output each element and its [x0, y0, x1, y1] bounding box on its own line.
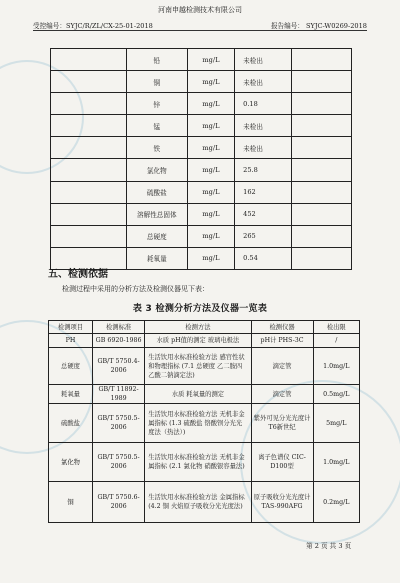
result-item: 硫酸盐 [126, 181, 187, 203]
blank-cell [292, 49, 352, 71]
result-unit: mg/L [187, 181, 234, 203]
method-limit: 1.0mg/L [313, 443, 359, 482]
method-row [49, 404, 360, 443]
method-item: 氯化物 [49, 443, 93, 482]
method-standard: GB/T 5750.6-2006 [93, 482, 145, 523]
result-unit: mg/L [187, 203, 234, 225]
blank-cell [292, 247, 352, 269]
result-row [51, 115, 352, 137]
blank-cell [51, 71, 127, 93]
result-unit: mg/L [187, 71, 234, 93]
method-description: 水质 耗氧量的测定 [145, 385, 251, 404]
blank-cell [51, 49, 127, 71]
result-unit: mg/L [187, 93, 234, 115]
result-item: 锌 [126, 93, 187, 115]
method-instrument: 滴定管 [251, 385, 313, 404]
result-unit: mg/L [187, 225, 234, 247]
result-value: 未检出 [235, 71, 292, 93]
result-item: 氯化物 [126, 159, 187, 181]
result-row [51, 137, 352, 159]
result-value: 162 [235, 181, 292, 203]
header-divider [33, 30, 367, 31]
result-row [51, 225, 352, 247]
result-row [51, 203, 352, 225]
header-cell: 检测仪器 [251, 321, 313, 334]
method-description: 生活饮用水标准检验方法 感官性状和物理指标 (7.1 总硬度 乙二胺四乙酸二钠滴定法) [145, 348, 251, 385]
result-row [51, 181, 352, 203]
blank-cell [292, 71, 352, 93]
method-instrument: pH计 PHS-3C [251, 334, 313, 348]
header-cell: 检测项目 [49, 321, 93, 334]
blank-cell [51, 137, 127, 159]
blank-cell [51, 203, 127, 225]
method-row [49, 334, 360, 348]
method-row [49, 348, 360, 385]
method-row [49, 443, 360, 482]
table-caption: 表 3 检测分析方法及仪器一览表 [132, 304, 268, 314]
result-row [51, 93, 352, 115]
page-number: 第 2 页 共 3 页 [306, 542, 352, 550]
blank-cell [51, 159, 127, 181]
methods-table [48, 320, 360, 523]
blank-cell [292, 181, 352, 203]
header-cell: 检出限 [313, 321, 359, 334]
result-row [51, 71, 352, 93]
method-standard: GB 6920-1986 [93, 334, 145, 348]
result-item: 溶解性总固体 [126, 203, 187, 225]
method-limit: 1.0mg/L [313, 348, 359, 385]
blank-cell [292, 93, 352, 115]
result-value: 452 [235, 203, 292, 225]
header-row [33, 20, 367, 30]
blank-cell [51, 181, 127, 203]
method-item: PH [49, 334, 93, 348]
method-description: 生活饮用水标准检验方法 金属指标 (4.2 铜 火焰原子吸收分光光度法) [145, 482, 251, 523]
header-cell: 检测标准 [93, 321, 145, 334]
report-number: 报告编号： SYJC-W0269-2018 [270, 22, 367, 30]
result-unit: mg/L [187, 137, 234, 159]
result-item: 铜 [126, 71, 187, 93]
blank-cell [51, 93, 127, 115]
result-row [51, 49, 352, 71]
method-row [49, 482, 360, 523]
method-limit: 0.5mg/L [313, 385, 359, 404]
result-item: 总硬度 [126, 225, 187, 247]
results-table [50, 48, 352, 270]
method-item: 铜 [49, 482, 93, 523]
result-item: 锰 [126, 115, 187, 137]
method-item: 硫酸盐 [49, 404, 93, 443]
method-instrument: 原子吸收分光光度计 TAS-990AFG [251, 482, 313, 523]
method-row [49, 385, 360, 404]
result-row [51, 159, 352, 181]
method-item: 总硬度 [49, 348, 93, 385]
result-unit: mg/L [187, 247, 234, 269]
section-title: 五、检测依据 [48, 269, 108, 280]
result-value: 0.18 [235, 93, 292, 115]
method-standard: GB/T 11892-1989 [93, 385, 145, 404]
method-instrument: 滴定管 [251, 348, 313, 385]
section-intro: 检测过程中采用的分析方法及检测仪器见下表： [62, 285, 209, 293]
blank-cell [292, 225, 352, 247]
result-item: 铁 [126, 137, 187, 159]
result-unit: mg/L [187, 115, 234, 137]
blank-cell [292, 115, 352, 137]
method-item: 耗氧量 [49, 385, 93, 404]
method-description: 生活饮用水标准检验方法 无机非金属指标 (2.1 氯化物 硝酸银容量法) [145, 443, 251, 482]
blank-cell [292, 137, 352, 159]
method-description: 生活饮用水标准检验方法 无机非金属指标 (1.3 硫酸盐 铬酸钡分光光度法（热法）) [145, 404, 251, 443]
result-value: 未检出 [235, 115, 292, 137]
methods-header-row [49, 321, 360, 334]
blank-cell [51, 115, 127, 137]
header-cell: 检测方法 [145, 321, 251, 334]
result-value: 25.8 [235, 159, 292, 181]
blank-cell [292, 159, 352, 181]
company-name: 河南申越检测技术有限公司 [158, 6, 242, 14]
method-standard: GB/T 5750.5-2006 [93, 443, 145, 482]
result-item: 耗氧量 [126, 247, 187, 269]
doc-control-code: 受控编号：SYJC/R/ZL/CX-25-01-2018 [33, 22, 153, 30]
method-limit: 0.2mg/L [313, 482, 359, 523]
result-value: 265 [235, 225, 292, 247]
method-instrument: 紫外可见分光光度计 T6新世纪 [251, 404, 313, 443]
blank-cell [51, 225, 127, 247]
result-unit: mg/L [187, 159, 234, 181]
result-item: 铅 [126, 49, 187, 71]
method-standard: GB/T 5750.4-2006 [93, 348, 145, 385]
method-limit: / [313, 334, 359, 348]
result-unit: mg/L [187, 49, 234, 71]
method-limit: 5mg/L [313, 404, 359, 443]
blank-cell [292, 203, 352, 225]
result-value: 未检出 [235, 137, 292, 159]
result-value: 0.54 [235, 247, 292, 269]
result-value: 未检出 [235, 49, 292, 71]
method-standard: GB/T 5750.5-2006 [93, 404, 145, 443]
method-instrument: 离子色谱仪 CIC-D100型 [251, 443, 313, 482]
method-description: 水质 pH值的测定 玻璃电极法 [145, 334, 251, 348]
